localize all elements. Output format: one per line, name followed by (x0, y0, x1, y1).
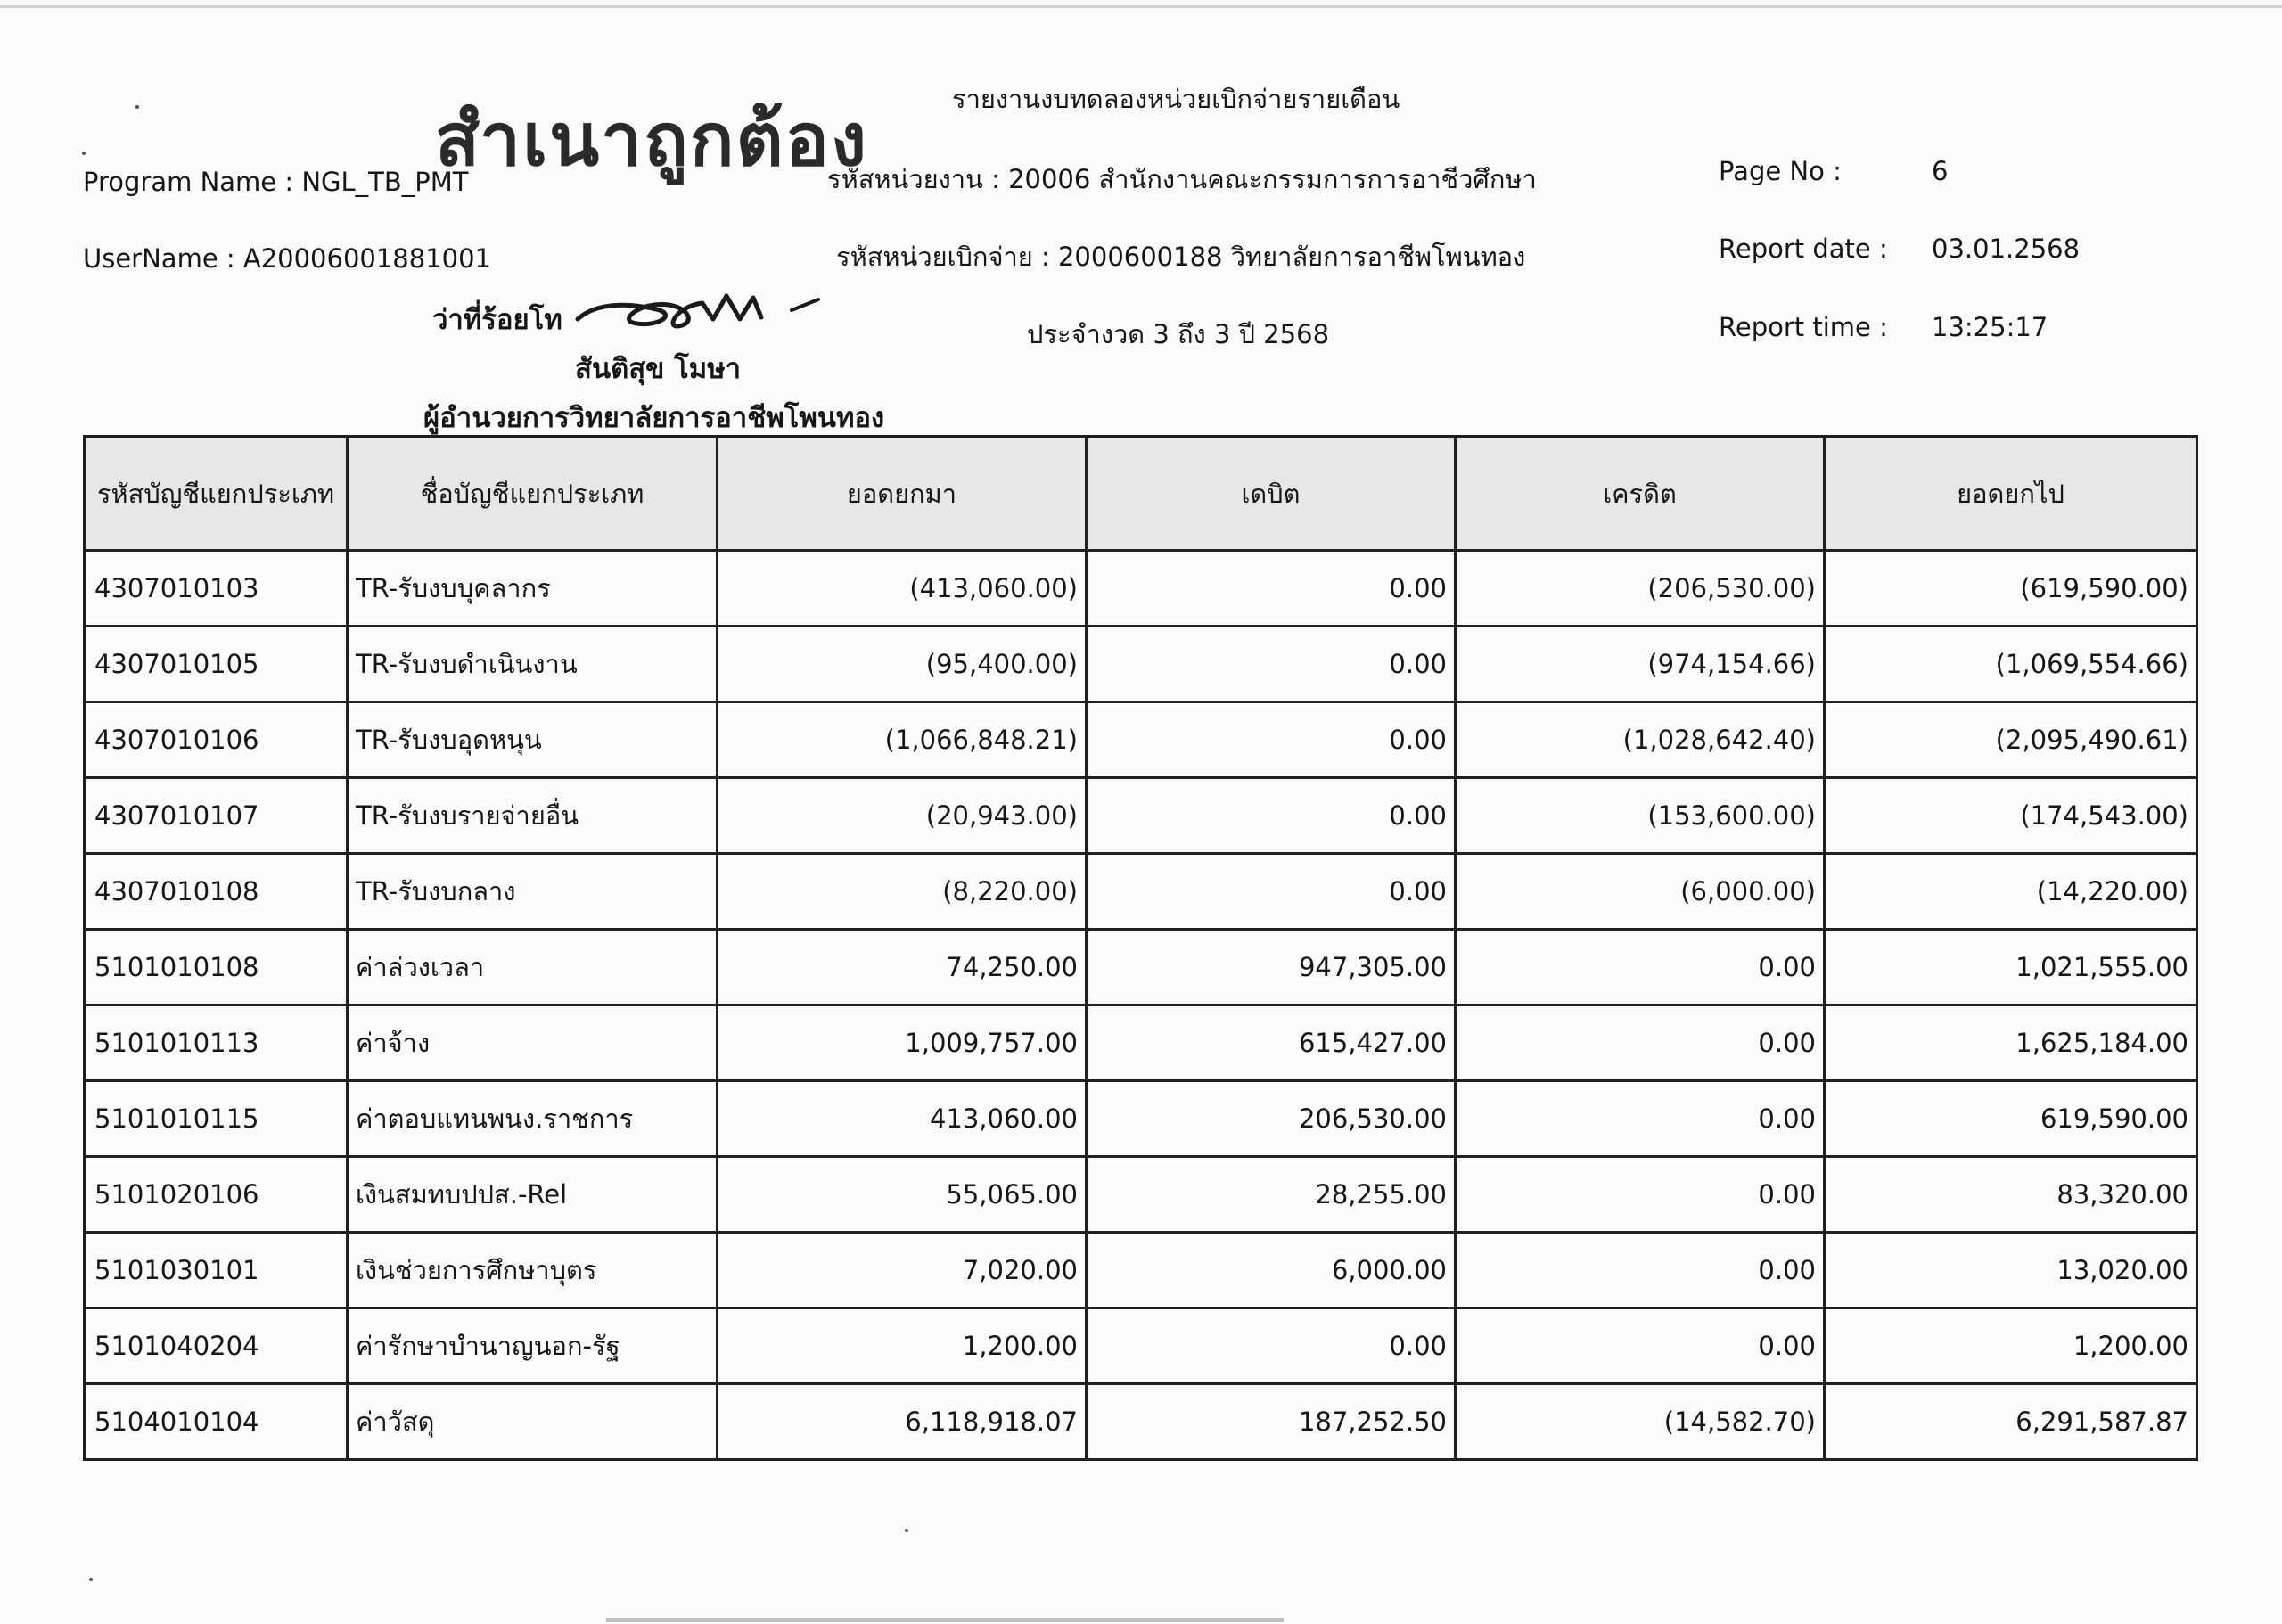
account-code-cell: 5101040204 (85, 1308, 348, 1384)
opening-balance-cell: 74,250.00 (718, 930, 1087, 1005)
closing-balance-cell: (14,220.00) (1825, 854, 2197, 930)
col-credit: เครดิต (1456, 437, 1825, 551)
program-name: Program Name : NGL_TB_PMT (83, 167, 469, 197)
closing-balance-cell: 1,021,555.00 (1825, 930, 2197, 1005)
table-row (85, 854, 2197, 930)
opening-balance-cell: 1,009,757.00 (718, 1005, 1087, 1081)
account-name-cell: TR-รับงบรายจ่ายอื่น (348, 778, 718, 854)
scan-speck (135, 105, 139, 109)
closing-balance-cell: (2,095,490.61) (1825, 702, 2197, 778)
col-debit: เดบิต (1087, 437, 1456, 551)
table-row (85, 1005, 2197, 1081)
debit-cell: 0.00 (1087, 702, 1456, 778)
credit-cell: 0.00 (1456, 1157, 1825, 1233)
account-code-cell: 4307010107 (85, 778, 348, 854)
account-name-cell: ค่าจ้าง (348, 1005, 718, 1081)
account-code-cell: 4307010105 (85, 627, 348, 702)
account-name-cell: TR-รับงบกลาง (348, 854, 718, 930)
credit-cell: 0.00 (1456, 1005, 1825, 1081)
table-row (85, 551, 2197, 627)
scan-speck (89, 1578, 93, 1581)
report-time-label: Report time : (1719, 312, 1888, 342)
certified-copy-stamp: สำเนาถูกต้อง (435, 97, 869, 183)
closing-balance-cell: 1,625,184.00 (1825, 1005, 2197, 1081)
trial-balance-table (83, 435, 2198, 1461)
table-row (85, 1233, 2197, 1308)
report-title: รายงานงบทดลองหน่วยเบิกจ่ายรายเดือน (952, 84, 1400, 114)
opening-balance-cell: 55,065.00 (718, 1157, 1087, 1233)
signer-rank: ว่าที่ร้อยโท (432, 304, 562, 336)
table-row (85, 1384, 2197, 1460)
scan-smudge (606, 1618, 1284, 1622)
credit-cell: (14,582.70) (1456, 1384, 1825, 1460)
closing-balance-cell: 1,200.00 (1825, 1308, 2197, 1384)
table-row (85, 778, 2197, 854)
credit-cell: (974,154.66) (1456, 627, 1825, 702)
closing-balance-cell: (174,543.00) (1825, 778, 2197, 854)
opening-balance-cell: 1,200.00 (718, 1308, 1087, 1384)
credit-cell: (1,028,642.40) (1456, 702, 1825, 778)
account-name-cell: ค่าล่วงเวลา (348, 930, 718, 1005)
account-name-cell: เงินช่วยการศึกษาบุตร (348, 1233, 718, 1308)
account-code-cell: 4307010108 (85, 854, 348, 930)
closing-balance-cell: 83,320.00 (1825, 1157, 2197, 1233)
account-code-cell: 5101030101 (85, 1233, 348, 1308)
page-no-label: Page No : (1719, 156, 1842, 186)
opening-balance-cell: (1,066,848.21) (718, 702, 1087, 778)
account-name-cell: เงินสมทบปปส.-Rel (348, 1157, 718, 1233)
username: UserName : A20006001881001 (83, 243, 492, 274)
account-name-cell: TR-รับงบอุดหนุน (348, 702, 718, 778)
opening-balance-cell: 7,020.00 (718, 1233, 1087, 1308)
col-account-code: รหัสบัญชีแยกประเภท (85, 437, 348, 551)
debit-cell: 6,000.00 (1087, 1233, 1456, 1308)
debit-cell: 0.00 (1087, 854, 1456, 930)
opening-balance-cell: (95,400.00) (718, 627, 1087, 702)
debit-cell: 615,427.00 (1087, 1005, 1456, 1081)
table-row (85, 930, 2197, 1005)
report-period: ประจำงวด 3 ถึง 3 ปี 2568 (1027, 319, 1330, 349)
signature-scribble (570, 283, 829, 337)
scan-speck (905, 1529, 908, 1532)
account-name-cell: ค่าตอบแทนพนง.ราชการ (348, 1081, 718, 1157)
opening-balance-cell: (20,943.00) (718, 778, 1087, 854)
col-opening-balance: ยอดยกมา (718, 437, 1087, 551)
report-date-label: Report date : (1719, 234, 1888, 264)
debit-cell: 187,252.50 (1087, 1384, 1456, 1460)
debit-cell: 0.00 (1087, 627, 1456, 702)
col-account-name: ชื่อบัญชีแยกประเภท (348, 437, 718, 551)
account-name-cell: ค่ารักษาบำนาญนอก-รัฐ (348, 1308, 718, 1384)
table-row (85, 702, 2197, 778)
opening-balance-cell: 413,060.00 (718, 1081, 1087, 1157)
table-row (85, 627, 2197, 702)
debit-cell: 0.00 (1087, 1308, 1456, 1384)
report-date-value: 03.01.2568 (1932, 234, 2081, 264)
closing-balance-cell: (1,069,554.66) (1825, 627, 2197, 702)
credit-cell: 0.00 (1456, 1081, 1825, 1157)
agency-code-line: รหัสหน่วยงาน : 20006 สำนักงานคณะกรรมการการอาชีวศึกษา (827, 164, 1537, 194)
account-code-cell: 5101010115 (85, 1081, 348, 1157)
account-code-cell: 4307010103 (85, 551, 348, 627)
debit-cell: 0.00 (1087, 778, 1456, 854)
account-code-cell: 5101020106 (85, 1157, 348, 1233)
credit-cell: (6,000.00) (1456, 854, 1825, 930)
closing-balance-cell: 619,590.00 (1825, 1081, 2197, 1157)
col-closing-balance: ยอดยกไป (1825, 437, 2197, 551)
opening-balance-cell: (8,220.00) (718, 854, 1087, 930)
table-row (85, 1157, 2197, 1233)
opening-balance-cell: (413,060.00) (718, 551, 1087, 627)
account-code-cell: 4307010106 (85, 702, 348, 778)
page-no-value: 6 (1932, 156, 1949, 186)
scan-speck (82, 152, 86, 155)
credit-cell: 0.00 (1456, 1233, 1825, 1308)
account-code-cell: 5101010113 (85, 1005, 348, 1081)
closing-balance-cell: (619,590.00) (1825, 551, 2197, 627)
credit-cell: (206,530.00) (1456, 551, 1825, 627)
account-name-cell: TR-รับงบดำเนินงาน (348, 627, 718, 702)
debit-cell: 0.00 (1087, 551, 1456, 627)
debit-cell: 28,255.00 (1087, 1157, 1456, 1233)
account-code-cell: 5104010104 (85, 1384, 348, 1460)
credit-cell: 0.00 (1456, 1308, 1825, 1384)
account-code-cell: 5101010108 (85, 930, 348, 1005)
debit-cell: 947,305.00 (1087, 930, 1456, 1005)
signer-name: สันติสุข โมษา (575, 353, 742, 385)
table-header-row (85, 437, 2197, 551)
signer-position: ผู้อำนวยการวิทยาลัยการอาชีพโพนทอง (423, 402, 885, 434)
scan-edge (0, 5, 2282, 8)
closing-balance-cell: 13,020.00 (1825, 1233, 2197, 1308)
report-time-value: 13:25:17 (1932, 312, 2048, 342)
account-name-cell: ค่าวัสดุ (348, 1384, 718, 1460)
credit-cell: 0.00 (1456, 930, 1825, 1005)
disbursing-unit-line: รหัสหน่วยเบิกจ่าย : 2000600188 วิทยาลัยการอาชีพโพนทอง (836, 242, 1526, 272)
credit-cell: (153,600.00) (1456, 778, 1825, 854)
account-name-cell: TR-รับงบบุคลากร (348, 551, 718, 627)
opening-balance-cell: 6,118,918.07 (718, 1384, 1087, 1460)
debit-cell: 206,530.00 (1087, 1081, 1456, 1157)
closing-balance-cell: 6,291,587.87 (1825, 1384, 2197, 1460)
table-row (85, 1308, 2197, 1384)
table-row (85, 1081, 2197, 1157)
